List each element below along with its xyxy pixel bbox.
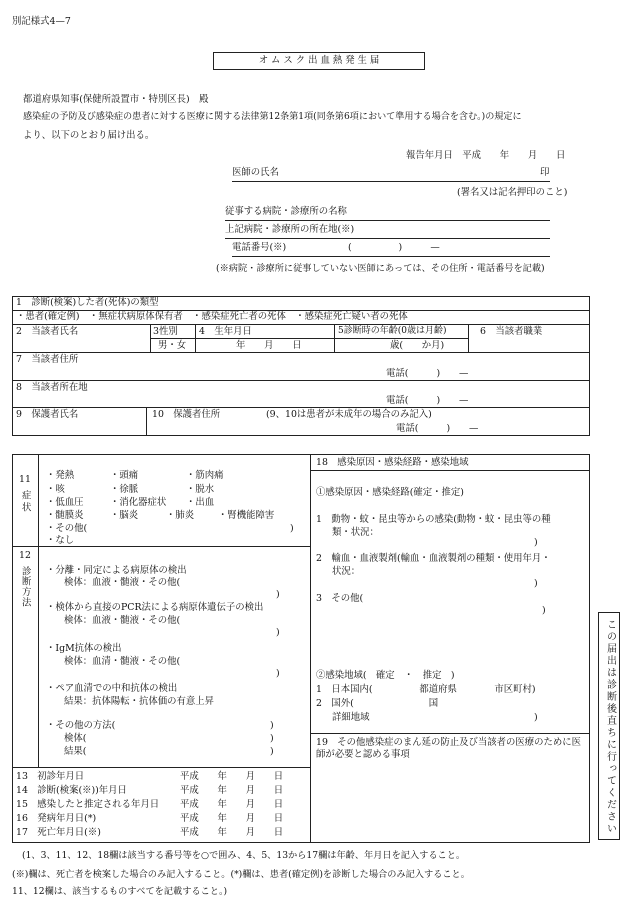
form-number: 別記様式4—7 [12,16,71,27]
side-note: この届出は診断後直ちに行ってください [604,619,616,835]
region-detail[interactable]: 詳細地域 [332,712,370,723]
other-info-label: 19 その他感染症のまん延の防止及び当該者の医療のために医師が必要と認める事項 [316,737,582,760]
signature-note: (署名又は記名押印のこと) [457,187,568,198]
date-diagnosis-label: 14 診断(検案(※))年月日 [16,785,127,796]
symptom-none[interactable]: ・なし [46,535,75,546]
region-domestic[interactable]: 1 日本国内( 都道府県 市区町村) [316,684,536,695]
intro-line-1: 感染症の予防及び感染症の患者に対する医療に関する法律第12条第1項(同条第6項において準用する場合を含む。)の規定に [23,112,522,122]
cause-transfusion-close: ) [534,578,538,589]
cause-other-close: ) [542,605,546,616]
hospital-address-line[interactable] [225,238,550,239]
symptom-other-close: ) [290,523,294,534]
specimen-isolation[interactable]: 検体：血液・髄液・その他( [64,577,181,588]
method-isolation[interactable]: ・分離・同定による病原体の検出 [46,565,187,576]
date-onset[interactable]: 平成 年 月 日 [180,813,284,824]
method-pcr[interactable]: ・検体から直接のPCR法による病原体遺伝子の検出 [46,602,264,613]
hospital-name-line[interactable] [225,220,550,221]
footer-note-2: (※)欄は、死亡者を検案した場合のみ記入すること。(*)欄は、患者(確定例)を診断した場合のみ記入すること。 [12,869,470,880]
symptom-gastrointestinal[interactable]: ・消化器症状 [110,497,167,508]
phone-label: 電話番号(※) [232,242,287,253]
method-igm[interactable]: ・IgM抗体の検出 [46,643,122,654]
birthdate-label: 4 生年月日 [199,326,252,337]
report-date[interactable]: 報告年月日 平成 年 月 日 [406,150,566,161]
specimen-other[interactable]: 検体( [64,733,87,744]
symptom-other[interactable]: ・その他( [46,523,88,534]
cause-other[interactable]: 3 その他( [316,593,364,604]
method-other[interactable]: ・その他の方法( [46,720,116,731]
date-onset-label: 16 発病年月日(*) [16,813,97,824]
date-diagnosis[interactable]: 平成 年 月 日 [180,785,284,796]
cause-transfusion[interactable]: 2 輸血・血液製剤(輸血・血液製剤の種類・使用年月・ [316,553,551,564]
address-phone[interactable]: 電話( ) — [386,368,469,379]
guardian-name-label: 9 保護者氏名 [16,409,79,420]
doctor-name-line[interactable] [232,181,550,182]
symptom-pneumonia[interactable]: ・肺炎 [166,510,195,521]
patient-name-label: 2 当該者氏名 [16,326,79,337]
method-number: 12 [19,550,31,561]
phone-line[interactable] [232,256,550,257]
age-field[interactable]: 歳( か月) [390,340,445,351]
result-other-close: ) [270,746,274,757]
occupation-label: 6 当該者職業 [480,326,543,337]
method-label: 診断方法 [19,566,31,608]
result-other[interactable]: 結果( [64,746,87,757]
date-first-visit[interactable]: 平成 年 月 日 [180,771,284,782]
specimen-other-close: ) [270,733,274,744]
symptom-bleeding[interactable]: ・出血 [186,497,215,508]
date-first-visit-label: 13 初診年月日 [16,771,85,782]
age-label: 5診断時の年齢(0歳は月齢) [338,326,447,336]
specimen-isolation-close: ) [276,589,280,600]
form-title: オ ム ス ク 出 血 熱 発 生 届 [258,55,380,66]
symptom-headache[interactable]: ・頭痛 [110,470,139,481]
addressee: 都道府県知事(保健所設置市・特別区長) 殿 [23,94,209,105]
symptom-meningitis[interactable]: ・髄膜炎 [46,510,84,521]
cause-header: 18 感染原因・感染経路・感染地域 [316,457,469,468]
guardian-phone[interactable]: 電話( ) — [396,423,479,434]
region-label[interactable]: ②感染地域( 確定 ・ 推定 ) [316,670,455,681]
symptom-encephalitis[interactable]: ・脳炎 [110,510,139,521]
cause-animal[interactable]: 1 動物・蚊・昆虫等からの感染(動物・蚊・昆虫等の種 [316,514,551,525]
cause-transfusion-detail[interactable]: 状況： [332,566,361,577]
location-phone[interactable]: 電話( ) — [386,395,469,406]
symptom-cough[interactable]: ・咳 [46,484,65,495]
region-abroad[interactable]: 2 国外( 国 [316,698,439,709]
intro-line-2: より、以下のとおり届け出る。 [23,130,155,141]
region-close: ) [534,712,538,723]
date-infection[interactable]: 平成 年 月 日 [180,799,284,810]
diagnosis-type-options[interactable]: ・患者(確定例) ・無症状病原体保有者 ・感染症死亡者の死体 ・感染症死亡疑い者の死体 [16,311,408,322]
symptom-dehydration[interactable]: ・脱水 [186,484,215,495]
sex-options[interactable]: 男・女 [158,340,187,351]
birthdate-field[interactable]: 年 月 日 [236,340,302,351]
title-box [213,52,425,70]
phone-format: ( ) — [348,242,440,253]
hospital-note: (※病院・診療所に従事していない医師にあっては、その住所・電話番号を記載) [216,263,545,274]
cause-animal-detail[interactable]: 類・状況： [332,527,379,538]
side-note-box [598,612,620,840]
result-paired[interactable]: 結果：抗体陽転・抗体価の有意上昇 [64,696,215,707]
footer-note-3: 11、12欄は、該当するものすべてを記載すること。) [12,886,228,897]
date-death[interactable]: 平成 年 月 日 [180,827,284,838]
footer-note-1: (1、3、11、12、18欄は該当する番号等を○で囲み、4、5、13から17欄は年齢、年月日を記入すること。 [22,850,466,861]
cause-animal-close: ) [534,537,538,548]
doctor-name-label: 医師の氏名 [232,167,279,178]
address-label: 7 当該者住所 [16,354,79,365]
method-other-close: ) [270,720,274,731]
symptom-myalgia[interactable]: ・筋肉痛 [186,470,224,481]
specimen-pcr[interactable]: 検体：血液・髄液・その他( [64,615,181,626]
diagnosis-type-label: 1 診断(検案)した者(死体)の類型 [16,297,159,308]
date-infection-label: 15 感染したと推定される年月日 [16,799,160,810]
date-death-label: 17 死亡年月日(※) [16,827,101,838]
guardian-address-label: 10 保護者住所 [152,409,221,420]
symptom-renal[interactable]: ・腎機能障害 [218,510,275,521]
specimen-pcr-close: ) [276,627,280,638]
guardian-note: (9、10は患者が未成年の場合のみ記入) [266,409,432,420]
hospital-name-label: 従事する病院・診療所の名称 [225,206,347,217]
symptom-hypotension[interactable]: ・低血圧 [46,497,84,508]
location-label: 8 当該者所在地 [16,382,88,393]
method-paired[interactable]: ・ペア血清での中和抗体の検出 [46,683,178,694]
symptoms-label: 症状 [19,490,31,515]
specimen-igm-close: ) [276,668,280,679]
sex-label: 3性別 [153,326,178,337]
cause-route-label[interactable]: ①感染原因・感染経路(確定・推定) [316,487,464,498]
symptom-fever[interactable]: ・発熱 [46,470,75,481]
symptoms-number: 11 [19,474,31,485]
seal-mark: 印 [540,167,550,178]
hospital-address-label: 上記病院・診療所の所在地(※) [225,224,355,235]
specimen-igm[interactable]: 検体：血清・髄液・その他( [64,656,181,667]
symptom-bradycardia[interactable]: ・徐脈 [110,484,139,495]
